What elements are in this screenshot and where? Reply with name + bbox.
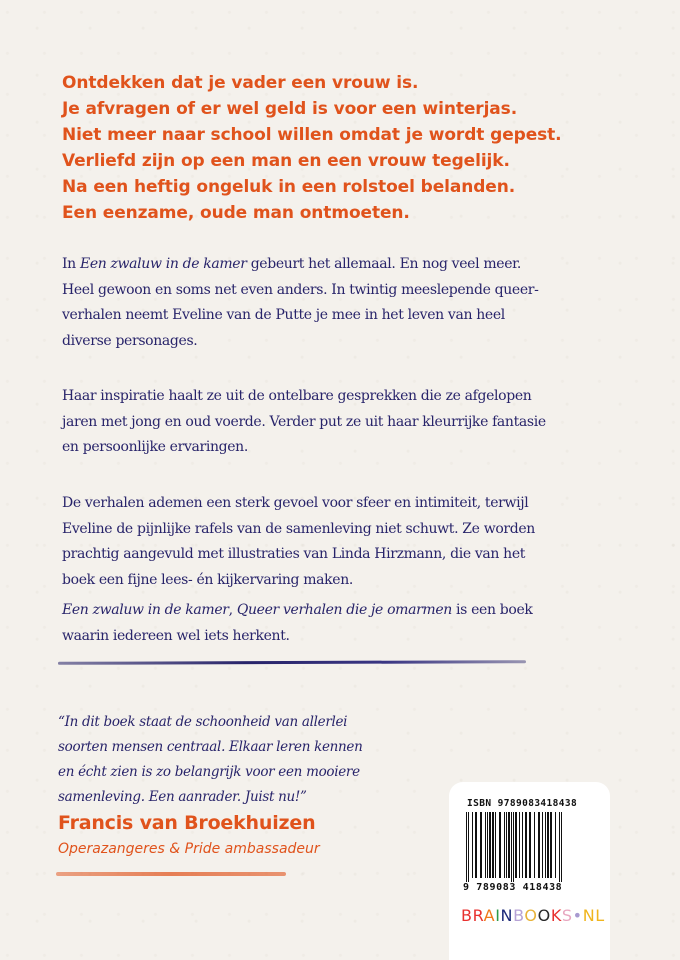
tagline: Ontdekken dat je vader een vrouw is. — [62, 73, 419, 93]
quote-author-role: Operazangeres & Pride ambassadeur — [58, 841, 320, 857]
barcode-digits: 9 789083 418438 — [463, 882, 563, 893]
text-fragment: gebeurt het allemaal. En nog veel meer. — [246, 256, 522, 272]
quote-line: samenleving. Een aanrader. Juist nu!” — [58, 789, 307, 805]
description-paragraph-3 — [62, 491, 562, 593]
paragraph-line: boek een fijne lees- én kijkervaring maken. — [62, 571, 353, 588]
logo-letter: K — [550, 906, 562, 925]
tagline: Na een heftig ongeluk in een rolstoel belanden. — [62, 177, 516, 197]
logo-letter: O — [537, 906, 551, 925]
logo-letter: O — [524, 906, 538, 925]
tagline: Niet meer naar school willen omdat je wordt gepest. — [62, 125, 562, 145]
book-title: Een zwaluw in de kamer — [62, 602, 229, 618]
logo-letter: N — [500, 906, 514, 925]
description-paragraph-1 — [62, 252, 562, 354]
barcode-panel — [449, 782, 610, 960]
paragraph-line — [62, 252, 562, 278]
paragraph-line: diverse personages. — [62, 332, 198, 349]
quote-author: Francis van Broekhuizen — [58, 812, 316, 834]
isbn-label: ISBN 9789083418438 — [467, 798, 578, 809]
logo-letter: B — [461, 906, 473, 925]
paragraph-line: De verhalen ademen een sterk gevoel voor sfeer en intimiteit, terwijl — [62, 495, 529, 511]
logo-letter: • — [572, 906, 583, 925]
logo-letter: R — [472, 906, 484, 925]
book-title: Een zwaluw in de kamer — [79, 256, 247, 272]
paragraph-line — [62, 598, 562, 624]
barcode-icon — [466, 812, 590, 886]
tagline-list — [62, 70, 562, 226]
logo-letter: I — [495, 906, 501, 925]
paragraph-line: en persoonlijke ervaringen. — [62, 439, 248, 455]
logo-letter: S — [561, 906, 573, 925]
paragraph-line: Eveline de pijnlijke rafels van de samenleving niet schuwt. Ze worden — [62, 520, 535, 537]
paragraph-line: verhalen neemt Eveline van de Putte je mee in het leven van heel — [62, 307, 505, 323]
description-paragraph-2 — [62, 384, 562, 461]
logo-letter: B — [513, 906, 525, 925]
paragraph-line: jaren met jong en oud voerde. Verder put ze uit haar kleurrijke fantasie — [62, 413, 546, 430]
endorsement-quote — [58, 710, 363, 810]
logo-letter: L — [595, 906, 605, 925]
paragraph-line: Heel gewoon en soms net even anders. In twintig meeslepende queer- — [62, 281, 539, 298]
description-paragraph-4 — [62, 598, 562, 649]
text-fragment: is een boek — [451, 602, 533, 618]
text-fragment: In — [62, 256, 80, 272]
logo-letter: A — [483, 906, 496, 925]
quote-line: “In dit boek staat de schoonheid van allerlei — [58, 714, 348, 730]
paragraph-line: Haar inspiratie haalt ze uit de ontelbare gesprekken die ze afgelopen — [62, 388, 532, 404]
publisher-logo — [461, 906, 605, 925]
paragraph-line: waarin iedereen wel iets herkent. — [62, 627, 290, 644]
orange-brush-divider — [56, 872, 286, 876]
tagline: Je afvragen of er wel geld is voor een winterjas. — [62, 99, 518, 119]
tagline: Een eenzame, oude man ontmoeten. — [62, 203, 410, 223]
tagline: Verliefd zijn op een man en een vrouw tegelijk. — [62, 151, 510, 171]
quote-line: soorten mensen centraal. Elkaar leren kennen — [58, 739, 363, 755]
navy-brush-divider — [58, 660, 526, 665]
paragraph-line: prachtig aangevuld met illustraties van Linda Hirzmann, die van het — [62, 546, 526, 562]
quote-line: en écht zien is zo belangrijk voor een mooiere — [58, 764, 360, 780]
book-subtitle: Queer verhalen die je omarmen — [236, 602, 452, 618]
logo-letter: N — [582, 906, 596, 925]
text-fragment: , — [228, 602, 237, 618]
